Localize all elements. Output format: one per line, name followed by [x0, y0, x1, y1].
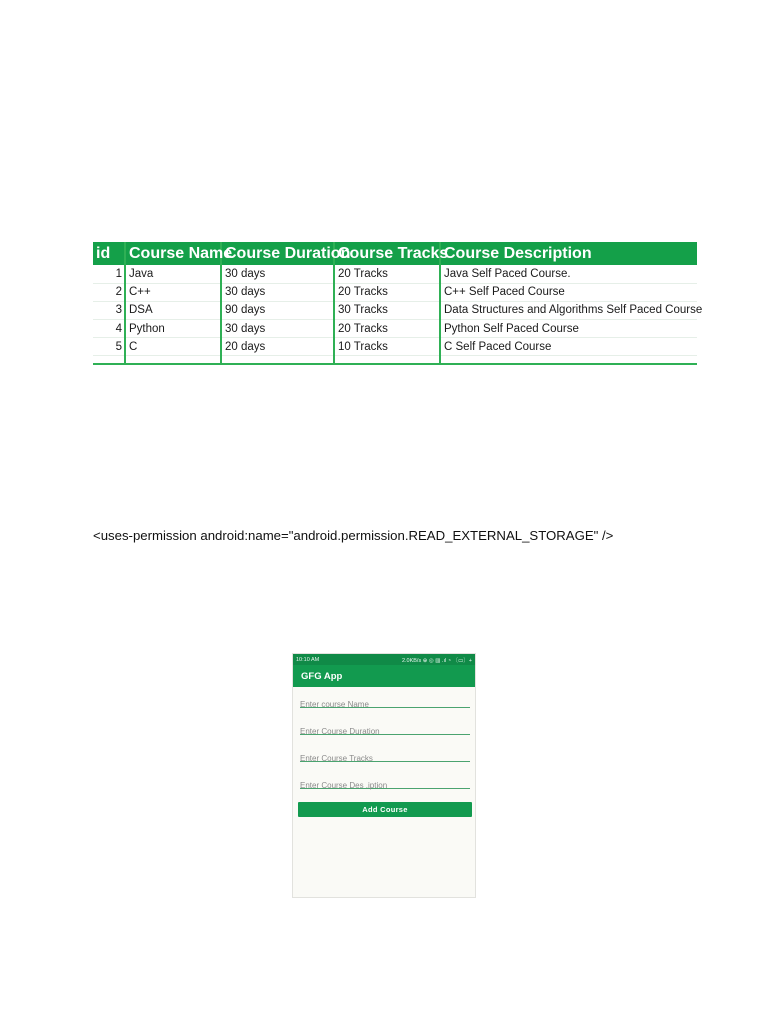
table-row [93, 283, 697, 301]
permission-code-line: <uses-permission android:name="android.permission.READ_EXTERNAL_STORAGE" /> [93, 528, 614, 543]
table-header-row [93, 242, 697, 265]
header-id: id [96, 244, 111, 262]
cell-course-name: C [125, 338, 221, 356]
cell-course-name: Java [125, 265, 221, 283]
course-duration-field[interactable] [300, 721, 470, 735]
cell-course-description: Python Self Paced Course [440, 320, 697, 338]
cell-course-tracks: 10 Tracks [334, 338, 440, 356]
cell-id: 1 [93, 265, 125, 283]
cell-course-description: C Self Paced Course [440, 338, 697, 356]
table-row [93, 338, 697, 356]
cell-course-description: C++ Self Paced Course [440, 283, 697, 301]
cell-course-duration: 30 days [221, 320, 334, 338]
cell-course-duration: 20 days [221, 338, 334, 356]
status-time: 10:10 AM [296, 656, 320, 663]
course-duration-input[interactable] [300, 727, 470, 736]
cell-course-duration: 30 days [221, 283, 334, 301]
course-description-input[interactable] [300, 781, 470, 790]
status-icons: 2.0KB/s ⊕ ◎ ▥ .ıl ◔ 〔▭〕+ [401, 657, 472, 664]
course-tracks-input[interactable] [300, 754, 470, 763]
status-bar [293, 654, 475, 665]
cell-course-tracks: 20 Tracks [334, 265, 440, 283]
table-row [93, 320, 697, 338]
cell-id: 2 [93, 283, 125, 301]
table-spacer-row [93, 356, 697, 364]
cell-course-name: C++ [125, 283, 221, 301]
phone-screenshot [292, 653, 476, 898]
table-row [93, 301, 697, 319]
spacer-cell [440, 356, 697, 364]
cell-course-duration: 90 days [221, 301, 334, 319]
app-title: GFG App [301, 670, 343, 682]
header-course-name: Course Name [125, 242, 221, 265]
cell-course-name: DSA [125, 301, 221, 319]
cell-course-description: Data Structures and Algorithms Self Paced Course [440, 301, 697, 319]
course-name-input[interactable] [300, 700, 470, 709]
header-course-tracks: Course Tracks [334, 242, 440, 265]
header-course-description: Course Description [440, 242, 697, 265]
cell-course-duration: 30 days [221, 265, 334, 283]
spacer-cell [125, 356, 221, 364]
cell-course-tracks: 20 Tracks [334, 320, 440, 338]
cell-course-name: Python [125, 320, 221, 338]
course-description-field[interactable] [300, 775, 470, 789]
course-table [93, 242, 703, 365]
table-row [93, 265, 697, 283]
cell-id: 3 [93, 301, 125, 319]
course-tracks-field[interactable] [300, 748, 470, 762]
cell-course-description: Java Self Paced Course. [440, 265, 697, 283]
header-course-duration: Course Duration [221, 242, 334, 265]
app-bar [293, 665, 475, 687]
spacer-cell [221, 356, 334, 364]
cell-id: 4 [93, 320, 125, 338]
add-course-button[interactable]: Add Course [298, 802, 472, 817]
cell-id: 5 [93, 338, 125, 356]
course-name-field[interactable] [300, 694, 470, 708]
spacer-cell [93, 356, 125, 364]
cell-course-tracks: 30 Tracks [334, 301, 440, 319]
cell-course-tracks: 20 Tracks [334, 283, 440, 301]
spacer-cell [334, 356, 440, 364]
